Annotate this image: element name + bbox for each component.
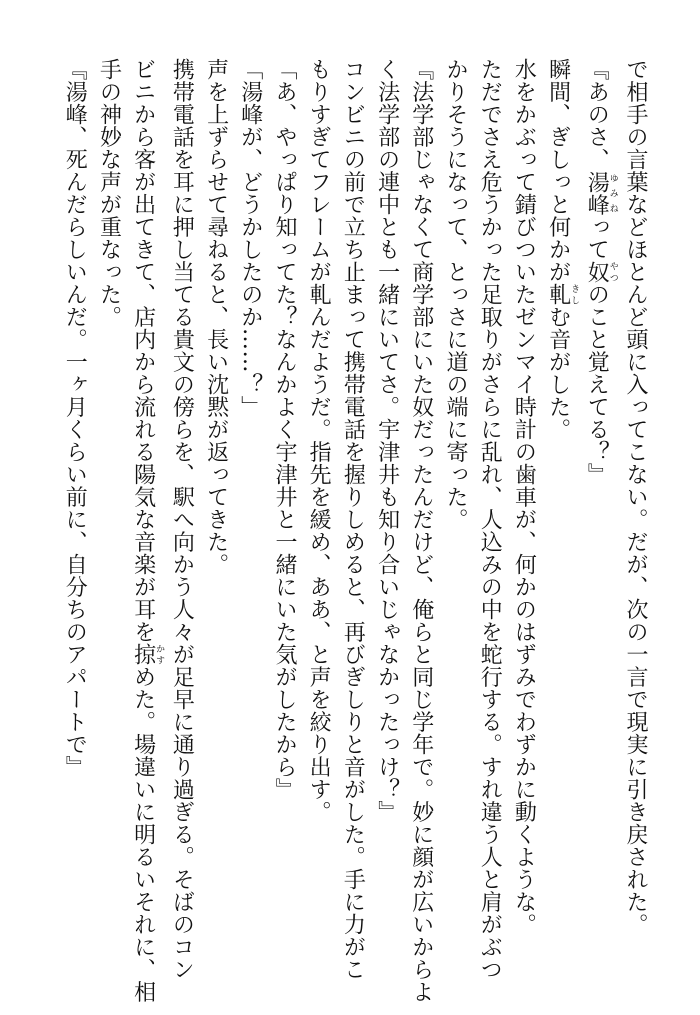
text-line — [91, 58, 125, 958]
text-line — [618, 58, 652, 958]
text-run: かりそうになって、とっさに道の端に寄った。 — [442, 58, 468, 531]
ruby-word — [584, 260, 618, 284]
text-run: 『法学部じゃなくて商学部にいた奴だったんだけど、俺らと同じ学年で。妙に顔が広いからよ — [408, 58, 434, 1003]
text-run: 携帯電話を耳に押し当てる貴文の傍らを、駅へ向かう人々が足早に通り過ぎる。そばのコン — [169, 58, 195, 981]
text-run: ただでさえ危うかった足取りがさらに乱れ、人込みの中を蛇行する。すれ違う人と肩がぶつ — [477, 58, 503, 981]
text-run: 水をかぶって錆びついたゼンマイ時計の歯車が、何かのはずみでわずかに動くような。 — [511, 58, 537, 936]
text-run: 「あ、やっぱり知ってた？なんかよく宇津井と一緒にいた気がしたから』 — [271, 58, 297, 801]
text-run: ビニから客が出てきて、店内から流れる陽気な音楽が耳を — [130, 58, 156, 643]
text-run: 『あのさ、 — [584, 58, 610, 171]
text-run: もりすぎてフレームが軋んだようだ。指先を緩め、ああ、と声を絞り出す。 — [306, 58, 332, 823]
text-line — [579, 58, 618, 958]
ruby-word — [545, 283, 580, 306]
text-line — [404, 58, 438, 1003]
ruby-base: 軋 — [545, 283, 571, 306]
ruby-reading: かす — [154, 643, 165, 666]
text-line — [506, 58, 540, 958]
ruby-base: 掠 — [130, 643, 156, 666]
ruby-base: 湯峰 — [584, 170, 610, 216]
ruby-base: 奴 — [584, 260, 610, 283]
text-line — [267, 58, 301, 958]
ruby-reading: やつ — [607, 260, 618, 283]
ruby-reading: ゆみね — [607, 170, 618, 216]
text-line — [301, 58, 335, 958]
text-run: 声を上ずらせて尋ねると、長い沈黙が返ってきた。 — [203, 58, 229, 576]
text-line — [335, 58, 369, 981]
text-run: 『湯峰、死んだらしいんだ。一ヶ月くらい前に、自分ちのアパートで』 — [62, 58, 88, 778]
text-line — [540, 58, 579, 958]
text-run: って — [584, 215, 610, 261]
text-line — [369, 58, 403, 958]
text-line — [438, 58, 472, 958]
text-line — [233, 58, 267, 958]
text-run: のこと覚えてる？』 — [584, 283, 610, 486]
text-line — [125, 58, 165, 1003]
text-run: めた。場違いに明るいそれに、相 — [130, 665, 156, 1003]
text-line — [472, 58, 506, 981]
ruby-reading: きし — [569, 283, 580, 306]
text-run: む音がした。 — [545, 305, 571, 441]
vertical-text-body — [57, 58, 652, 1003]
text-line — [198, 58, 232, 958]
text-run: く法学部の連中とも一緒にいてさ。宇津井も知り合いじゃなかったっけ？』 — [374, 58, 400, 823]
ruby-word — [584, 170, 618, 216]
text-run: 「湯峰が、どうかしたのか……？」 — [237, 58, 263, 418]
text-line — [57, 58, 91, 958]
text-run: で相手の言葉などほとんど頭に入ってこない。だが、次の一言で現実に引き戻された。 — [623, 58, 648, 936]
text-run: 瞬間、ぎしっと何かが — [545, 58, 571, 283]
text-run: 手の神妙な声が重なった。 — [96, 58, 122, 328]
text-line — [164, 58, 198, 981]
text-run: コンビニの前で立ち止まって携帯電話を握りしめると、再びぎしりと音がした。手に力がこ — [340, 58, 366, 981]
ruby-word — [130, 643, 165, 666]
